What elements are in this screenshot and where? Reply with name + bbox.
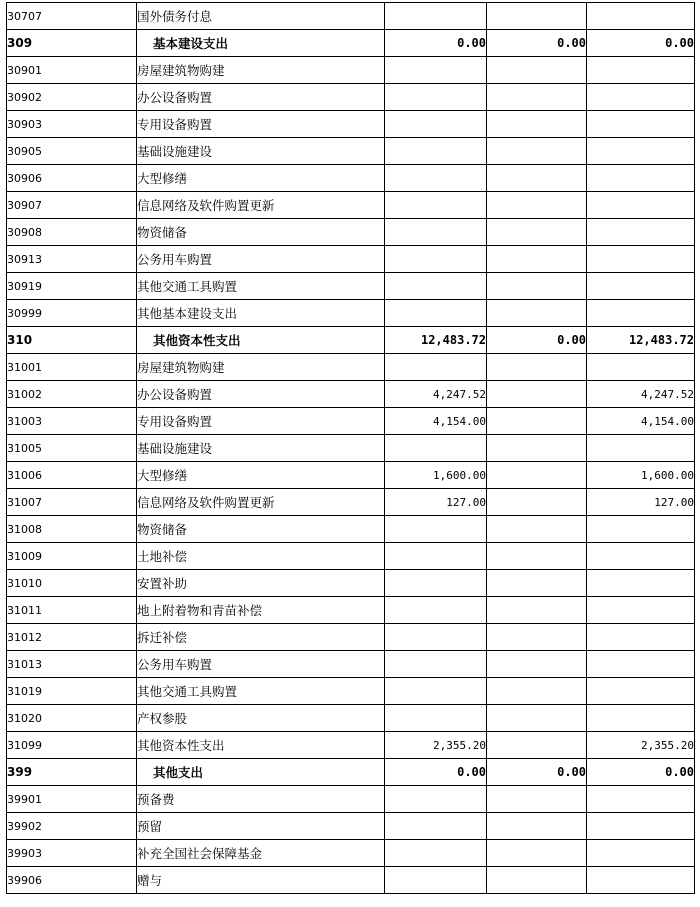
row-code: 310 — [7, 327, 137, 354]
row-basic-amount — [487, 597, 587, 624]
row-code: 31010 — [7, 570, 137, 597]
table-row — [7, 462, 695, 489]
row-total-amount — [385, 435, 487, 462]
row-code: 30913 — [7, 246, 137, 273]
row-code: 31001 — [7, 354, 137, 381]
row-project-amount — [587, 84, 695, 111]
table-row — [7, 867, 695, 894]
row-project-amount — [587, 705, 695, 732]
row-project-amount: 127.00 — [587, 489, 695, 516]
row-code: 30707 — [7, 3, 137, 30]
row-total-amount: 12,483.72 — [385, 327, 487, 354]
row-name: 安置补助 — [137, 570, 385, 597]
row-total-amount — [385, 651, 487, 678]
row-basic-amount — [487, 408, 587, 435]
row-basic-amount — [487, 57, 587, 84]
row-basic-amount — [487, 300, 587, 327]
table-row-category — [7, 30, 695, 57]
row-total-amount — [385, 3, 487, 30]
row-total-amount — [385, 219, 487, 246]
row-code: 39906 — [7, 867, 137, 894]
row-total-amount — [385, 84, 487, 111]
row-code: 31003 — [7, 408, 137, 435]
row-code: 31013 — [7, 651, 137, 678]
row-basic-amount — [487, 138, 587, 165]
row-total-amount — [385, 867, 487, 894]
table-row — [7, 516, 695, 543]
row-total-amount: 4,247.52 — [385, 381, 487, 408]
row-code: 309 — [7, 30, 137, 57]
row-total-amount — [385, 165, 487, 192]
table-row — [7, 840, 695, 867]
table-row — [7, 489, 695, 516]
row-code: 30906 — [7, 165, 137, 192]
row-project-amount — [587, 138, 695, 165]
row-basic-amount: 0.00 — [487, 759, 587, 786]
row-total-amount — [385, 192, 487, 219]
row-code: 31099 — [7, 732, 137, 759]
row-code: 39903 — [7, 840, 137, 867]
row-code: 39902 — [7, 813, 137, 840]
row-basic-amount — [487, 462, 587, 489]
row-project-amount — [587, 813, 695, 840]
row-code: 30907 — [7, 192, 137, 219]
row-name: 基本建设支出 — [137, 30, 385, 57]
table-row — [7, 165, 695, 192]
row-basic-amount — [487, 246, 587, 273]
row-code: 31020 — [7, 705, 137, 732]
row-name: 预备费 — [137, 786, 385, 813]
table-row — [7, 813, 695, 840]
row-basic-amount — [487, 273, 587, 300]
row-project-amount: 0.00 — [587, 30, 695, 57]
row-total-amount: 0.00 — [385, 759, 487, 786]
row-basic-amount — [487, 651, 587, 678]
row-name: 产权参股 — [137, 705, 385, 732]
row-basic-amount — [487, 354, 587, 381]
row-total-amount — [385, 111, 487, 138]
row-project-amount: 0.00 — [587, 759, 695, 786]
row-code: 30901 — [7, 57, 137, 84]
row-total-amount — [385, 786, 487, 813]
row-name: 国外债务付息 — [137, 3, 385, 30]
row-name: 基础设施建设 — [137, 435, 385, 462]
row-project-amount: 2,355.20 — [587, 732, 695, 759]
table-row-category — [7, 327, 695, 354]
row-name: 办公设备购置 — [137, 381, 385, 408]
row-project-amount — [587, 651, 695, 678]
row-total-amount: 1,600.00 — [385, 462, 487, 489]
table-row — [7, 300, 695, 327]
row-name: 其他资本性支出 — [137, 732, 385, 759]
row-basic-amount — [487, 543, 587, 570]
row-total-amount — [385, 678, 487, 705]
row-name: 基础设施建设 — [137, 138, 385, 165]
table-row — [7, 354, 695, 381]
table-row — [7, 111, 695, 138]
row-total-amount — [385, 138, 487, 165]
row-total-amount — [385, 273, 487, 300]
row-project-amount — [587, 3, 695, 30]
row-basic-amount — [487, 678, 587, 705]
row-name: 大型修缮 — [137, 462, 385, 489]
row-code: 30905 — [7, 138, 137, 165]
row-basic-amount: 0.00 — [487, 30, 587, 57]
table-row — [7, 624, 695, 651]
row-basic-amount: 0.00 — [487, 327, 587, 354]
row-code: 30903 — [7, 111, 137, 138]
row-total-amount — [385, 840, 487, 867]
table-row — [7, 57, 695, 84]
row-total-amount — [385, 354, 487, 381]
row-basic-amount — [487, 624, 587, 651]
row-basic-amount — [487, 570, 587, 597]
row-project-amount — [587, 570, 695, 597]
row-basic-amount — [487, 192, 587, 219]
row-basic-amount — [487, 840, 587, 867]
row-total-amount — [385, 57, 487, 84]
row-project-amount — [587, 273, 695, 300]
row-name: 拆迁补偿 — [137, 624, 385, 651]
row-basic-amount — [487, 867, 587, 894]
table-row — [7, 273, 695, 300]
row-name: 办公设备购置 — [137, 84, 385, 111]
row-project-amount: 1,600.00 — [587, 462, 695, 489]
table-row-category — [7, 759, 695, 786]
table-row — [7, 705, 695, 732]
row-project-amount — [587, 219, 695, 246]
table-body — [7, 3, 695, 894]
row-total-amount: 4,154.00 — [385, 408, 487, 435]
row-code: 39901 — [7, 786, 137, 813]
row-total-amount — [385, 246, 487, 273]
row-name: 赠与 — [137, 867, 385, 894]
row-project-amount — [587, 840, 695, 867]
row-name: 物资储备 — [137, 219, 385, 246]
row-code: 31009 — [7, 543, 137, 570]
row-name: 其他资本性支出 — [137, 327, 385, 354]
row-project-amount — [587, 597, 695, 624]
row-basic-amount — [487, 84, 587, 111]
row-code: 31019 — [7, 678, 137, 705]
row-name: 房屋建筑物购建 — [137, 354, 385, 381]
table-row — [7, 3, 695, 30]
table-row — [7, 651, 695, 678]
row-total-amount: 2,355.20 — [385, 732, 487, 759]
row-code: 31012 — [7, 624, 137, 651]
row-basic-amount — [487, 219, 587, 246]
row-code: 31006 — [7, 462, 137, 489]
table-row — [7, 786, 695, 813]
row-total-amount — [385, 597, 487, 624]
table-row — [7, 138, 695, 165]
row-name: 房屋建筑物购建 — [137, 57, 385, 84]
row-name: 土地补偿 — [137, 543, 385, 570]
row-project-amount — [587, 786, 695, 813]
row-code: 31002 — [7, 381, 137, 408]
row-name: 信息网络及软件购置更新 — [137, 192, 385, 219]
table-row — [7, 192, 695, 219]
table-row — [7, 543, 695, 570]
table-row — [7, 678, 695, 705]
row-name: 专用设备购置 — [137, 111, 385, 138]
row-code: 31008 — [7, 516, 137, 543]
row-basic-amount — [487, 381, 587, 408]
row-project-amount — [587, 246, 695, 273]
expenditure-table — [6, 2, 695, 894]
row-total-amount — [385, 570, 487, 597]
table-row — [7, 597, 695, 624]
row-basic-amount — [487, 786, 587, 813]
row-total-amount — [385, 705, 487, 732]
row-total-amount: 0.00 — [385, 30, 487, 57]
row-project-amount — [587, 111, 695, 138]
row-project-amount — [587, 867, 695, 894]
table-row — [7, 84, 695, 111]
row-project-amount — [587, 57, 695, 84]
row-basic-amount — [487, 111, 587, 138]
row-name: 补充全国社会保障基金 — [137, 840, 385, 867]
row-code: 30919 — [7, 273, 137, 300]
row-project-amount: 4,154.00 — [587, 408, 695, 435]
row-code: 399 — [7, 759, 137, 786]
table-row — [7, 219, 695, 246]
row-total-amount — [385, 813, 487, 840]
row-code: 31011 — [7, 597, 137, 624]
row-project-amount — [587, 543, 695, 570]
row-name: 大型修缮 — [137, 165, 385, 192]
row-project-amount — [587, 300, 695, 327]
row-name: 公务用车购置 — [137, 651, 385, 678]
row-basic-amount — [487, 732, 587, 759]
row-project-amount — [587, 354, 695, 381]
row-project-amount — [587, 516, 695, 543]
row-name: 公务用车购置 — [137, 246, 385, 273]
table-row — [7, 246, 695, 273]
row-name: 专用设备购置 — [137, 408, 385, 435]
row-project-amount — [587, 165, 695, 192]
row-total-amount — [385, 300, 487, 327]
table-row — [7, 435, 695, 462]
row-project-amount: 12,483.72 — [587, 327, 695, 354]
row-total-amount: 127.00 — [385, 489, 487, 516]
table-row — [7, 570, 695, 597]
table-row — [7, 408, 695, 435]
table-row — [7, 381, 695, 408]
row-name: 其他基本建设支出 — [137, 300, 385, 327]
row-total-amount — [385, 543, 487, 570]
row-total-amount — [385, 516, 487, 543]
row-name: 其他交通工具购置 — [137, 678, 385, 705]
row-basic-amount — [487, 705, 587, 732]
row-basic-amount — [487, 516, 587, 543]
row-name: 其他支出 — [137, 759, 385, 786]
row-project-amount — [587, 678, 695, 705]
row-total-amount — [385, 624, 487, 651]
row-name: 预留 — [137, 813, 385, 840]
row-project-amount — [587, 624, 695, 651]
row-code: 30999 — [7, 300, 137, 327]
row-name: 物资储备 — [137, 516, 385, 543]
row-basic-amount — [487, 813, 587, 840]
row-basic-amount — [487, 435, 587, 462]
row-basic-amount — [487, 165, 587, 192]
row-basic-amount — [487, 3, 587, 30]
row-project-amount — [587, 435, 695, 462]
row-code: 31007 — [7, 489, 137, 516]
row-name: 地上附着物和青苗补偿 — [137, 597, 385, 624]
row-project-amount: 4,247.52 — [587, 381, 695, 408]
row-code: 30902 — [7, 84, 137, 111]
row-basic-amount — [487, 489, 587, 516]
table-row — [7, 732, 695, 759]
row-project-amount — [587, 192, 695, 219]
row-name: 信息网络及软件购置更新 — [137, 489, 385, 516]
row-code: 31005 — [7, 435, 137, 462]
row-name: 其他交通工具购置 — [137, 273, 385, 300]
row-code: 30908 — [7, 219, 137, 246]
